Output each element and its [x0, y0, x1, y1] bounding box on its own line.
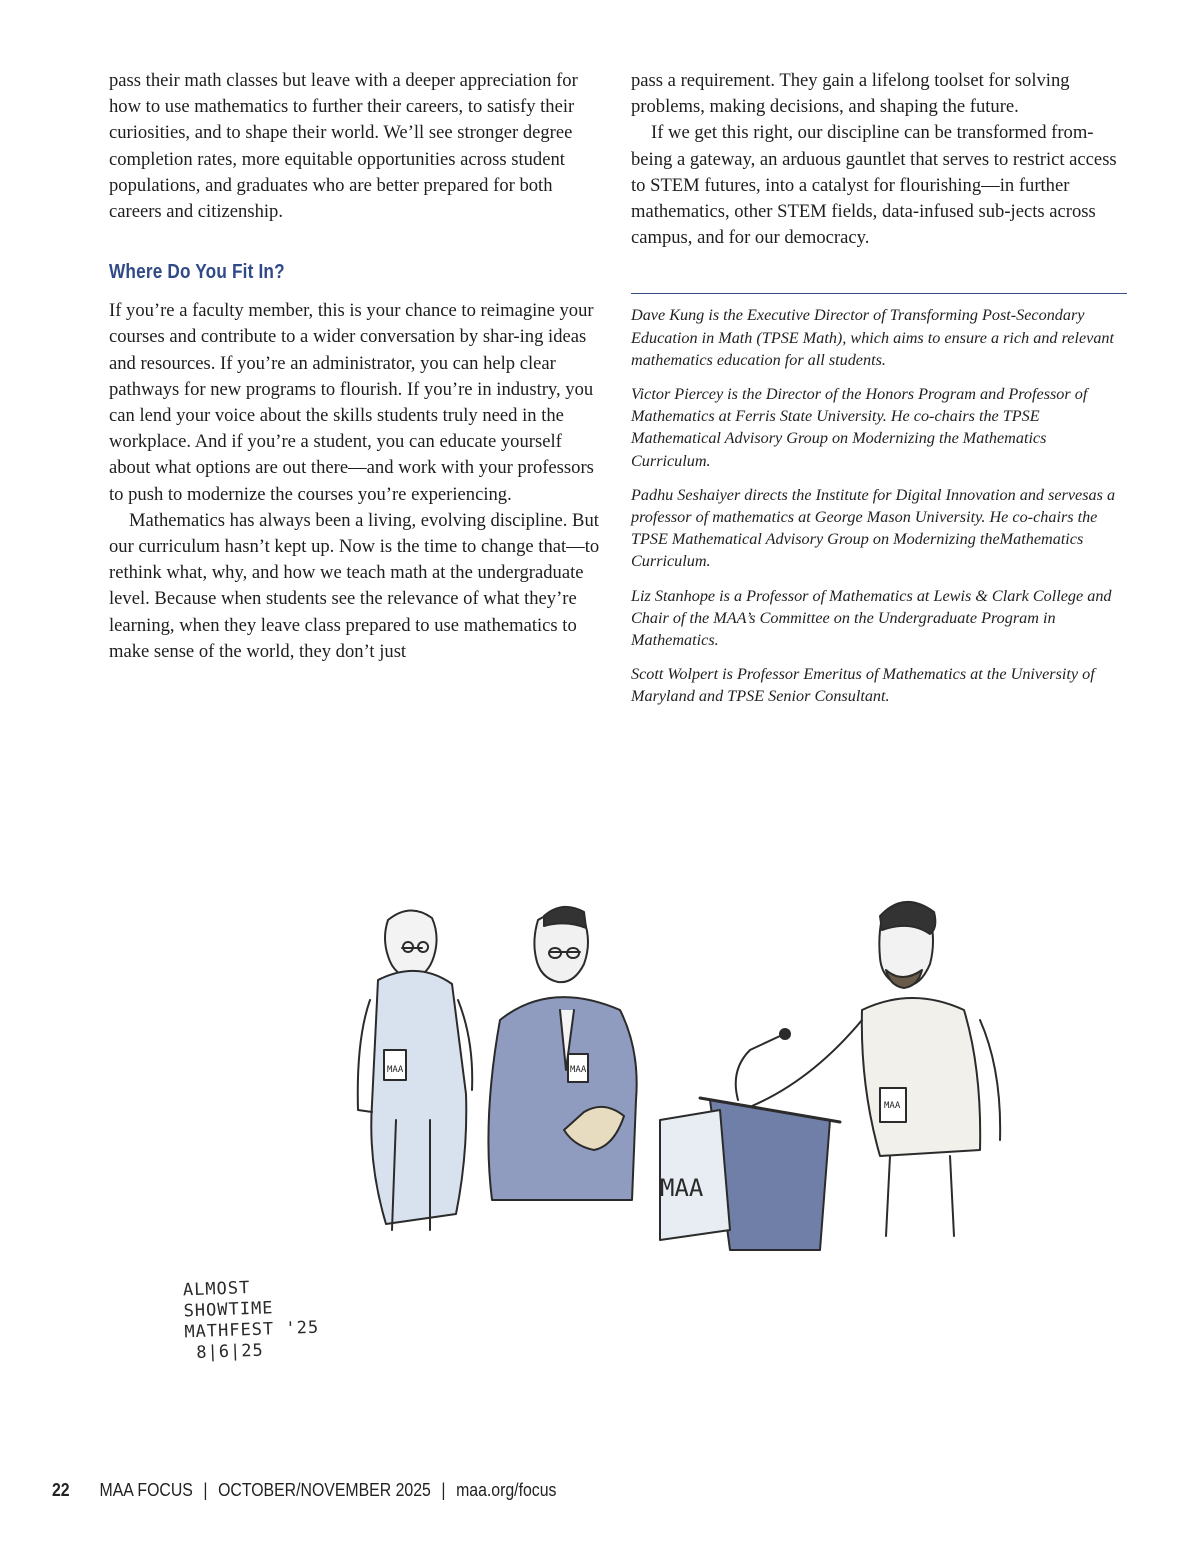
- caption-line: ALMOST: [182, 1278, 251, 1301]
- illustration-caption: [183, 1276, 321, 1365]
- page-number: 22: [52, 1480, 70, 1500]
- body-paragraph: Mathematics has always been a living, evolving discipline. But our curriculum hasn’t kept up. Now is the time to change that—to rethink what, why, and how we teach math at the undergraduate level. Because when students see the relevance of what they’re learning, when they leave class prepared to use mathematics to make sense of the world, they don’t just: [109, 509, 600, 662]
- author-bio: Padhu Seshaiyer directs the Institute for Digital Innovation and servesas a professor of mathematics at George Mason University. He co-chairs the TPSE Mathematical Advisory Group on Modernizing theMathematics Curriculum.: [631, 485, 1116, 571]
- sketch-illustration: [140, 850, 1040, 1270]
- podium-label: MAA: [660, 1174, 704, 1202]
- publication-url: maa.org/focus: [456, 1480, 557, 1500]
- issue-date: OCTOBER/NOVEMBER 2025: [218, 1480, 431, 1500]
- badge-label-middle: MAA: [570, 1065, 587, 1075]
- author-bio: Dave Kung is the Executive Director of Transforming Post-Secondary Education in Math (TPSE Math), which aims to ensure a rich and relevant mathematics education for all students.: [631, 306, 1115, 369]
- body-paragraph: pass a requirement. They gain a lifelong toolset for solving problems, making decisions, and shaping the future.: [631, 70, 1070, 118]
- author-bio: Scott Wolpert is Professor Emeritus of Mathematics at the University of Maryland and TPSE Senior Consultant.: [631, 665, 1095, 706]
- badge-label-left: MAA: [387, 1065, 404, 1075]
- right-column: [631, 68, 1127, 720]
- footer-separator: |: [441, 1480, 446, 1500]
- bio-divider: [631, 293, 1127, 294]
- body-paragraph: pass their math classes but leave with a deeper appreciation for how to use mathematics to further their careers, to satisfy their curiosities, and to shape their world. We’ll see stronger degree completion rates, more equitable opportunities across student populations, and graduates who are better prepared for both careers and citizenship.: [109, 70, 578, 223]
- body-paragraph: If you’re a faculty member, this is your chance to reimagine your courses and contribute to a wider conversation by shar-ing ideas and resources. If you’re an administrator, you can help clear pathways for new programs to flourish. If you’re in industry, you can lend your voice about the skills students truly need in the workplace. And if you’re a student, you can educate yourself about what options are out there—and work with your professors to push to modernize the courses you’re experiencing.: [109, 300, 594, 505]
- left-column: [109, 68, 603, 665]
- caption-line: 8|6|25: [184, 1340, 265, 1364]
- podium: [660, 1029, 840, 1250]
- section-heading: Where Do You Fit In?: [109, 261, 285, 284]
- author-bio: Liz Stanhope is a Professor of Mathematics at Lewis & Clark College and Chair of the MAA’s Committee on the Undergraduate Program in Mathematics.: [631, 586, 1112, 650]
- badge-label-right: MAA: [884, 1101, 901, 1111]
- footer-separator: |: [203, 1480, 208, 1500]
- body-paragraph: If we get this right, our discipline can be transformed from-being a gateway, an arduous gauntlet that serves to restrict access to STEM futures, into a catalyst for flourishing—in further mathematics, other STEM fields, data-infused sub-jects across campus, and for our democracy.: [631, 122, 1117, 249]
- author-bio: Victor Piercey is the Director of the Honors Program and Professor of Mathematics at Ferris State University. He co-chairs the TPSE Mathematical Advisory Group on Modernizing the Mathematics Curriculum.: [631, 385, 1088, 470]
- publication-name: MAA FOCUS: [99, 1480, 193, 1500]
- caption-line: MATHFEST '25: [184, 1317, 320, 1343]
- person-middle-figure: [488, 907, 636, 1200]
- page-footer: [52, 1480, 556, 1501]
- caption-line: SHOWTIME: [183, 1298, 274, 1322]
- person-left-figure: [358, 910, 472, 1230]
